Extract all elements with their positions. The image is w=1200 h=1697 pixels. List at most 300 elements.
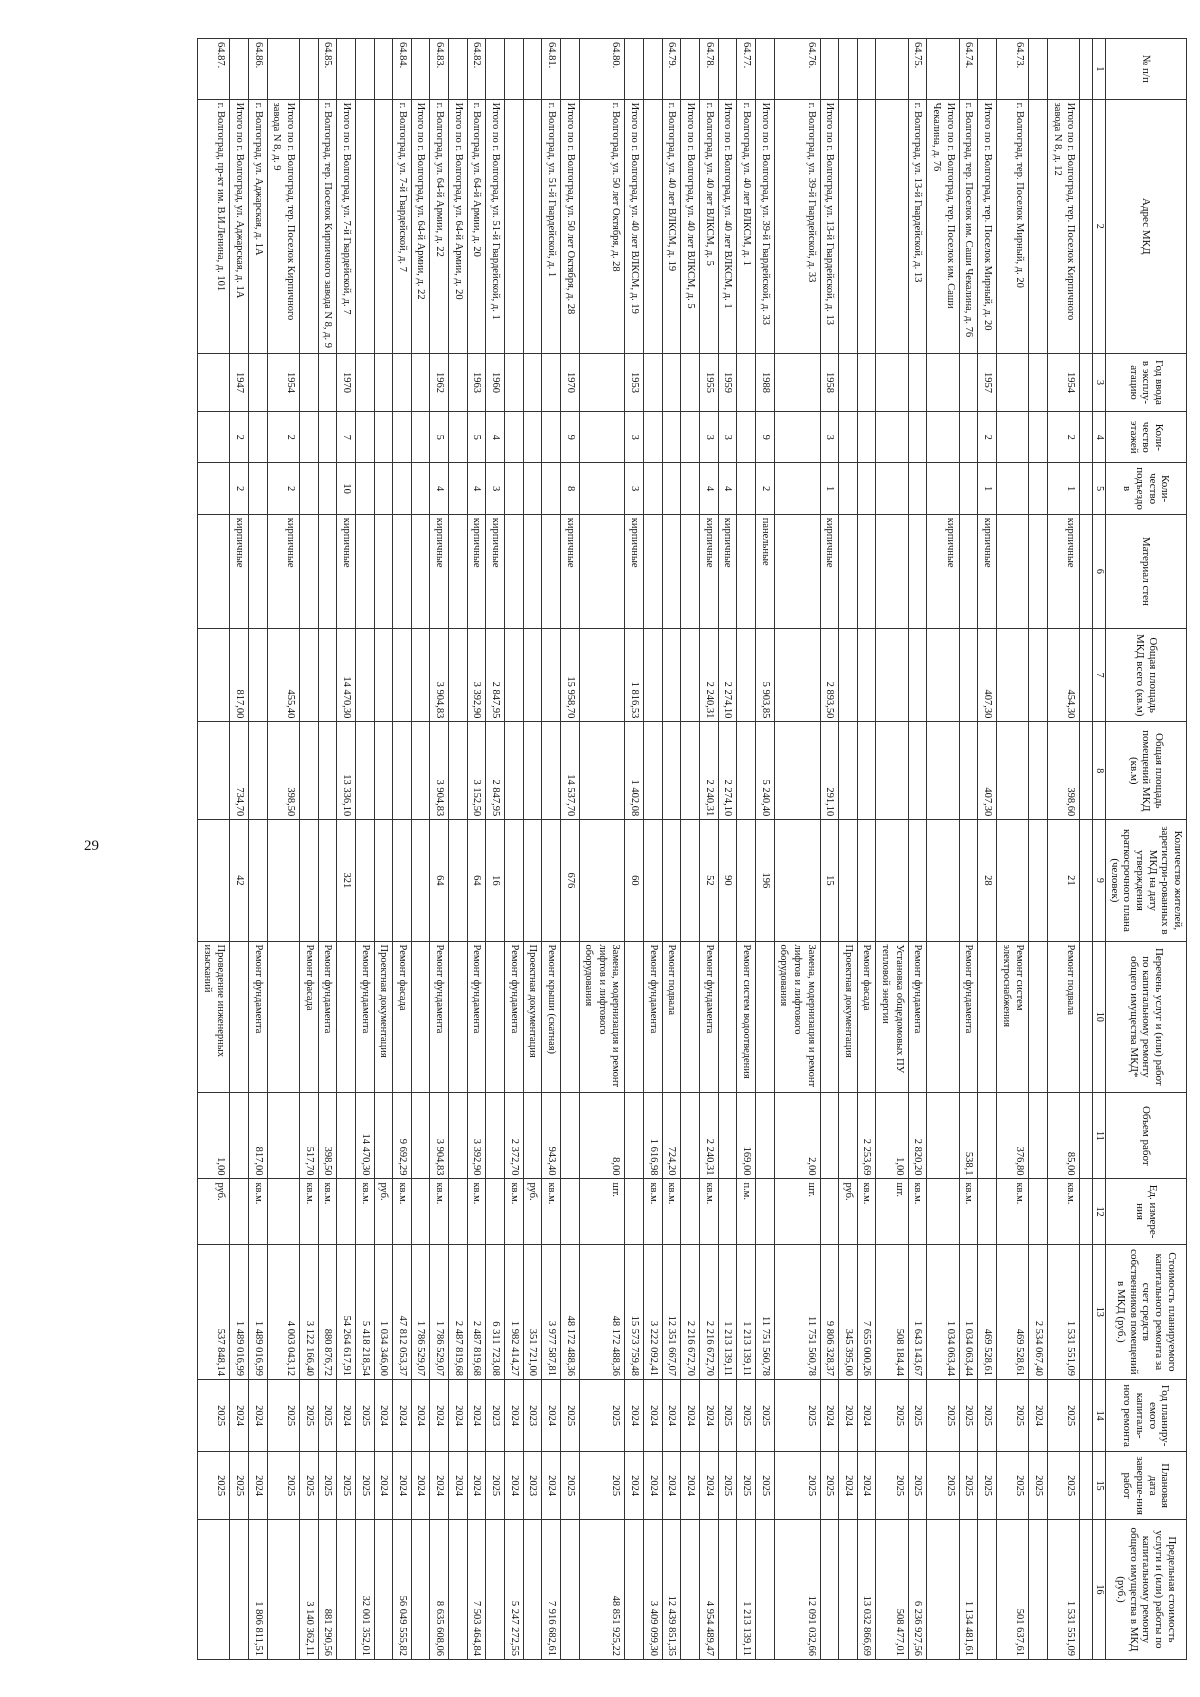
table-cell (355, 353, 374, 411)
table-cell (681, 941, 700, 1093)
table-cell (355, 99, 374, 353)
table-cell: 90 (718, 820, 737, 941)
table-cell: 2024 (857, 1380, 876, 1452)
table-cell: 1,00 (876, 1093, 908, 1179)
table-cell: 676 (560, 820, 579, 941)
table-cell: кирпичные (625, 514, 644, 628)
table-cell (523, 820, 542, 941)
table-cell: кв.м. (644, 1179, 663, 1244)
table-cell (755, 941, 774, 1093)
table-cell (1080, 1093, 1093, 1179)
table-cell: 64.81. (542, 39, 561, 100)
table-cell (249, 463, 268, 514)
table-cell (774, 514, 820, 628)
table-cell: 1 034 346,00 (374, 1244, 393, 1379)
table-cell (1029, 39, 1048, 100)
table-cell: 64.79. (662, 39, 681, 100)
table-cell (839, 629, 858, 722)
table-cell (839, 1519, 858, 1659)
table-cell: 15 (820, 820, 839, 941)
table-cell: Ремонт подвала (662, 941, 681, 1093)
total-row (486, 39, 505, 1660)
table-cell: Итого по г. Волгоград, ул. 40 лет ВЛКСМ, д. 19 (625, 99, 644, 353)
table-cell (579, 514, 625, 628)
table-cell: 1 034 063,44 (927, 1244, 959, 1379)
table-cell: 508 184,44 (876, 1244, 908, 1379)
table-cell: 7 916 682,61 (542, 1519, 561, 1659)
table-cell: кв.м. (355, 1179, 374, 1244)
table-cell (876, 99, 908, 353)
column-header: Количество жителей, зарегистри-рованных в МКД на дату утверждения краткосрочного плана (человек) (1106, 820, 1187, 941)
table-cell (996, 629, 1028, 722)
table-row (430, 39, 449, 1660)
table-cell (355, 629, 374, 722)
table-cell (523, 463, 542, 514)
table-cell (249, 722, 268, 820)
table-cell: кв.м. (959, 1179, 978, 1244)
table-cell: 3 (718, 412, 737, 463)
table-cell (505, 820, 524, 941)
table-cell: руб. (839, 1179, 858, 1244)
table-cell (523, 39, 542, 100)
table-cell: 2024 (374, 1452, 393, 1520)
table-cell: 3 904,83 (430, 722, 449, 820)
table-cell (267, 820, 299, 941)
table-cell (927, 629, 959, 722)
table-cell: 3 140 362,11 (299, 1519, 318, 1659)
table-cell: 64.75. (908, 39, 927, 100)
column-number: 10 (1093, 941, 1106, 1093)
table-row (700, 39, 719, 1660)
table-cell: 2024 (374, 1380, 393, 1452)
total-row (560, 39, 579, 1660)
table-cell: 1 531 551,09 (1047, 1519, 1079, 1659)
table-cell (681, 629, 700, 722)
total-row (230, 39, 249, 1660)
table-cell: 2024 (393, 1380, 412, 1452)
table-cell: 2 (267, 412, 299, 463)
table-cell (1029, 514, 1048, 628)
table-cell (737, 463, 756, 514)
table-cell: 11 751 560,78 (774, 1244, 820, 1379)
table-cell: кв.м. (662, 1179, 681, 1244)
table-cell: 2025 (737, 1452, 756, 1520)
table-row (505, 39, 524, 1660)
table-cell: Ремонт фундамента (318, 941, 337, 1093)
table-cell: 407,30 (978, 722, 997, 820)
table-cell (996, 463, 1028, 514)
table-cell (820, 39, 839, 100)
table-cell (908, 722, 927, 820)
table-cell (198, 629, 230, 722)
table-cell (1080, 514, 1093, 628)
table-cell (449, 514, 468, 628)
table-cell (299, 99, 318, 353)
table-cell (908, 820, 927, 941)
table-cell: 734,70 (230, 722, 249, 820)
total-row (755, 39, 774, 1660)
table-cell (737, 412, 756, 463)
table-cell: г. Волгоград, тер. Поселок Мирный, д. 20 (996, 99, 1028, 353)
table-cell: 14 470,30 (337, 629, 356, 722)
total-row (267, 39, 299, 1660)
table-cell (393, 353, 412, 411)
table-cell: 1 (978, 463, 997, 514)
table-cell (560, 941, 579, 1093)
table-cell: 2 820,20 (908, 1093, 927, 1179)
table-cell (393, 629, 412, 722)
table-cell: 2024 (662, 1452, 681, 1520)
table-cell (820, 941, 839, 1093)
table-cell: 64 (430, 820, 449, 941)
table-cell (662, 353, 681, 411)
table-cell: 7 655 000,26 (857, 1244, 876, 1379)
total-row (681, 39, 700, 1660)
page-number: 29 (84, 838, 99, 854)
table-cell (1029, 941, 1048, 1093)
table-cell (198, 722, 230, 820)
table-cell: 2023 (486, 1380, 505, 1452)
table-cell (927, 39, 959, 100)
table-cell: 1 786 529,07 (411, 1244, 430, 1379)
table-cell (411, 941, 430, 1093)
table-cell: 48 172 488,36 (579, 1244, 625, 1379)
table-cell (337, 39, 356, 100)
table-cell (857, 722, 876, 820)
table-cell (486, 39, 505, 100)
table-cell (927, 1093, 959, 1179)
table-row (876, 39, 908, 1660)
table-cell (486, 941, 505, 1093)
table-cell (249, 629, 268, 722)
column-header: Общая площадь МКД всего (кв.м) (1106, 629, 1187, 722)
column-header: № п/п (1106, 39, 1187, 100)
table-cell: 5 247 272,55 (505, 1519, 524, 1659)
table-cell: Ремонт фасада (299, 941, 318, 1093)
table-cell: Итого по г. Волгоград, ул. 40 лет ВЛКСМ, д. 1 (718, 99, 737, 353)
table-cell (393, 722, 412, 820)
table-cell: 2025 (1047, 1452, 1079, 1520)
table-cell: 2024 (230, 1380, 249, 1452)
table-cell (374, 99, 393, 353)
table-cell: кв.м. (430, 1179, 449, 1244)
table-cell: 817,00 (249, 1093, 268, 1179)
table-cell (579, 463, 625, 514)
table-cell (1029, 722, 1048, 820)
table-cell: 1,00 (198, 1093, 230, 1179)
table-cell: 2024 (857, 1452, 876, 1520)
table-cell: 85,00 (1047, 1093, 1079, 1179)
table-cell: 2025 (996, 1380, 1028, 1452)
table-cell (1029, 1179, 1048, 1244)
table-cell: руб. (198, 1179, 230, 1244)
table-cell: кирпичные (978, 514, 997, 628)
table-cell: 2 274,10 (718, 629, 737, 722)
table-cell: 64.78. (700, 39, 719, 100)
table-cell (1080, 820, 1093, 941)
table-cell: 5 240,40 (755, 722, 774, 820)
column-number: 1 (1093, 39, 1106, 100)
table-cell (337, 1519, 356, 1659)
table-cell (249, 820, 268, 941)
table-cell: 2024 (467, 1452, 486, 1520)
total-row (625, 39, 644, 1660)
table-row (542, 39, 561, 1660)
table-cell: 2 847,95 (486, 629, 505, 722)
table-cell: 8 635 608,06 (430, 1519, 449, 1659)
table-cell: 1988 (755, 353, 774, 411)
table-cell: 398,50 (267, 722, 299, 820)
table-cell: 2025 (1047, 1380, 1079, 1452)
table-cell: 1955 (700, 353, 719, 411)
table-cell: 2 216 672,70 (681, 1244, 700, 1379)
table-cell: 9 806 328,37 (820, 1244, 839, 1379)
table-cell (299, 820, 318, 941)
table-cell: 5 418 218,54 (355, 1244, 374, 1379)
table-cell (449, 820, 468, 941)
table-cell (876, 463, 908, 514)
total-row (449, 39, 468, 1660)
table-cell: 2024 (542, 1380, 561, 1452)
table-cell (542, 514, 561, 628)
table-cell (625, 39, 644, 100)
table-cell: 16 (486, 820, 505, 941)
table-row (249, 39, 268, 1660)
table-cell: 1970 (560, 353, 579, 411)
column-number: 13 (1093, 1244, 1106, 1379)
table-cell: 1 (1047, 463, 1079, 514)
table-cell: 3 (625, 412, 644, 463)
table-cell: 64.85. (318, 39, 337, 100)
table-cell: г. Волгоград, ул. 64-й Армии, д. 20 (467, 99, 486, 353)
table-cell (411, 39, 430, 100)
spacer-row (1080, 39, 1093, 1660)
table-cell: 2 (755, 463, 774, 514)
table-cell: 8 (560, 463, 579, 514)
table-cell (374, 1519, 393, 1659)
table-cell: 14 470,30 (355, 1093, 374, 1179)
table-cell: 817,00 (230, 629, 249, 722)
table-cell: 2025 (755, 1452, 774, 1520)
table-cell (644, 353, 663, 411)
table-cell: 2024 (681, 1380, 700, 1452)
total-row (1047, 39, 1079, 1660)
table-cell: 2 (978, 412, 997, 463)
table-cell (411, 820, 430, 941)
table-cell: г. Волгоград, ул. 50 лет Октября, д. 28 (579, 99, 625, 353)
column-number: 12 (1093, 1179, 1106, 1244)
table-cell: Ремонт фундамента (249, 941, 268, 1093)
table-cell (959, 412, 978, 463)
table-cell (755, 39, 774, 100)
table-row (355, 39, 374, 1660)
table-cell (908, 463, 927, 514)
table-cell (299, 412, 318, 463)
table-cell: 1962 (430, 353, 449, 411)
table-cell (542, 353, 561, 411)
table-cell (908, 412, 927, 463)
table-cell: 10 (337, 463, 356, 514)
table-cell: Проектная документация (374, 941, 393, 1093)
column-header: Объем работ (1106, 1093, 1187, 1179)
table-cell: 9 (560, 412, 579, 463)
table-cell (523, 514, 542, 628)
table-cell: 2025 (230, 1452, 249, 1520)
table-row (1029, 39, 1048, 1660)
table-cell: Ремонт фасада (393, 941, 412, 1093)
table-cell: 7 503 464,84 (467, 1519, 486, 1659)
table-cell (355, 412, 374, 463)
table-cell: 3 222 092,41 (644, 1244, 663, 1379)
table-cell: 454,30 (1047, 629, 1079, 722)
total-row (411, 39, 430, 1660)
total-row (820, 39, 839, 1660)
table-cell (927, 941, 959, 1093)
table-cell: 2 (267, 463, 299, 514)
table-cell: панельные (755, 514, 774, 628)
table-cell (411, 629, 430, 722)
table-cell (355, 722, 374, 820)
column-header: Предельная стоимость услуги и (или) работы по капитальному ремонту общего имущества в МКД (руб.) (1106, 1519, 1187, 1659)
table-cell (908, 514, 927, 628)
table-cell: шт. (774, 1179, 820, 1244)
table-cell: Проектная документация (839, 941, 858, 1093)
table-row (662, 39, 681, 1660)
table-cell: 2024 (700, 1380, 719, 1452)
table-cell: 943,40 (542, 1093, 561, 1179)
table-cell (374, 412, 393, 463)
table-cell: 508 477,01 (876, 1519, 908, 1659)
table-cell (579, 353, 625, 411)
table-cell: Ремонт фундамента (959, 941, 978, 1093)
table-cell (927, 820, 959, 941)
table-cell (505, 463, 524, 514)
table-cell (839, 353, 858, 411)
table-cell (374, 1093, 393, 1179)
table-cell: кв.м. (996, 1179, 1028, 1244)
table-cell (839, 99, 858, 353)
table-cell (230, 941, 249, 1093)
table-cell: 2025 (355, 1380, 374, 1452)
table-cell (737, 514, 756, 628)
table-cell: 2024 (644, 1380, 663, 1452)
table-cell (625, 1093, 644, 1179)
table-cell (1080, 353, 1093, 411)
table-cell (625, 1519, 644, 1659)
table-cell: 538,1 (959, 1093, 978, 1179)
column-number: 11 (1093, 1093, 1106, 1179)
table-row (737, 39, 756, 1660)
table-cell: 2024 (505, 1452, 524, 1520)
table-cell: 2025 (755, 1380, 774, 1452)
table-cell: 2 240,31 (700, 629, 719, 722)
table-cell (449, 412, 468, 463)
table-cell: 1957 (978, 353, 997, 411)
table-cell (876, 722, 908, 820)
table-cell (857, 353, 876, 411)
table-cell (681, 1179, 700, 1244)
table-cell (1080, 412, 1093, 463)
table-cell: 3 (820, 412, 839, 463)
table-cell (978, 1179, 997, 1244)
table-cell (374, 353, 393, 411)
table-cell: г. Волгоград, тер. Поселок им. Саши Чекалина, д. 76 (959, 99, 978, 353)
table-cell: 3 (625, 463, 644, 514)
table-cell (198, 1519, 230, 1659)
table-cell (1080, 463, 1093, 514)
table-cell (542, 722, 561, 820)
table-cell (662, 820, 681, 941)
table-cell (978, 1093, 997, 1179)
table-cell: 1953 (625, 353, 644, 411)
table-cell (876, 629, 908, 722)
table-cell (996, 412, 1028, 463)
table-cell (876, 353, 908, 411)
table-cell: г. Волгоград, ул. 40 лет ВЛКСМ, д. 19 (662, 99, 681, 353)
table-cell (681, 39, 700, 100)
table-cell (1080, 1380, 1093, 1452)
table-row (393, 39, 412, 1660)
table-cell: 469 528,61 (978, 1244, 997, 1379)
table-row (857, 39, 876, 1660)
table-cell (820, 1519, 839, 1659)
table-cell: 724,20 (662, 1093, 681, 1179)
table-cell: Замена, модернизация и ремонт лифтов и лифтового оборудования (579, 941, 625, 1093)
column-number: 14 (1093, 1380, 1106, 1452)
table-cell (337, 941, 356, 1093)
table-cell (857, 514, 876, 628)
table-cell (737, 820, 756, 941)
table-cell: г. Волгоград, ул. 13-й Гвардейской, д. 13 (908, 99, 927, 353)
table-cell (959, 629, 978, 722)
table-cell (299, 353, 318, 411)
table-cell (1029, 629, 1048, 722)
table-cell: 64.80. (579, 39, 625, 100)
table-cell: 455,40 (267, 629, 299, 722)
table-cell (249, 412, 268, 463)
table-cell: 2 (1047, 412, 1079, 463)
table-cell (978, 39, 997, 100)
table-cell: 4 (486, 412, 505, 463)
table-cell (755, 1179, 774, 1244)
table-cell: 398,60 (1047, 722, 1079, 820)
table-cell (996, 353, 1028, 411)
table-row (299, 39, 318, 1660)
table-cell: 9 692,29 (393, 1093, 412, 1179)
table-cell (505, 722, 524, 820)
table-cell: 2024 (542, 1452, 561, 1520)
total-row (718, 39, 737, 1660)
table-cell (737, 722, 756, 820)
column-number: 15 (1093, 1452, 1106, 1520)
table-cell (411, 1093, 430, 1179)
column-number-row (1093, 39, 1106, 1660)
table-cell: 15 958,70 (560, 629, 579, 722)
table-cell (820, 1093, 839, 1179)
table-cell: 48 172 488,36 (560, 1244, 579, 1379)
table-cell: 47 812 053,37 (393, 1244, 412, 1379)
table-cell: 5 903,85 (755, 629, 774, 722)
table-cell: 169,00 (737, 1093, 756, 1179)
table-cell (560, 1179, 579, 1244)
table-cell: Ремонт подвала (1047, 941, 1079, 1093)
table-cell: 407,30 (978, 629, 997, 722)
table-cell (718, 941, 737, 1093)
table-cell (876, 820, 908, 941)
table-cell: 6 236 927,56 (908, 1519, 927, 1659)
table-cell: шт. (579, 1179, 625, 1244)
table-cell: 2 240,31 (700, 1093, 719, 1179)
